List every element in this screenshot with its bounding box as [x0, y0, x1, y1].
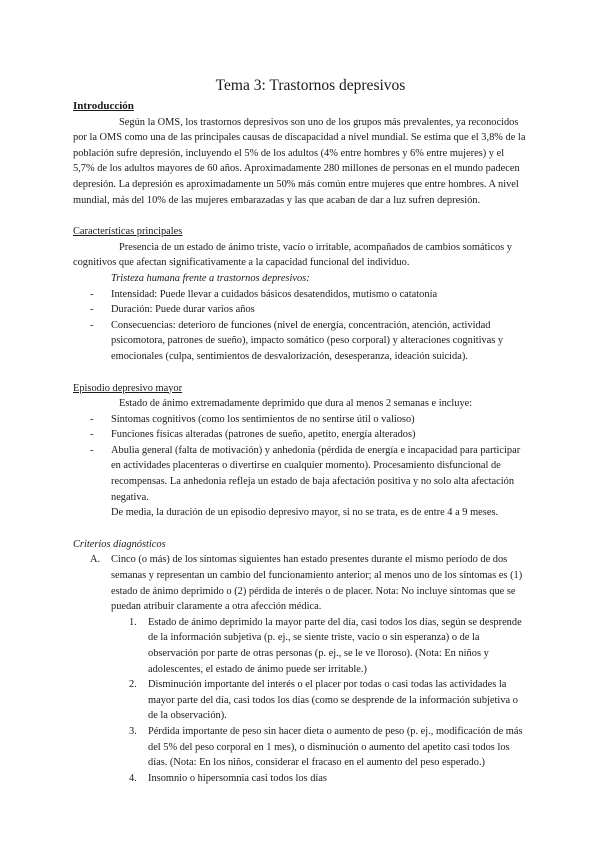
episodio-paragraph: Estado de ánimo extremadamente deprimido que dura al menos 2 semanas e incluye:	[119, 398, 473, 410]
episodio-duration: De media, la duración de un episodio depresivo mayor, si no se trata, es de entre 4 a 9 meses.	[111, 507, 499, 519]
numbered-item-marker: 1.	[129, 616, 137, 628]
list-item: - Síntomas cognitivos (como los sentimientos de no sentirse útil o valioso)	[73, 412, 528, 428]
numbered-item	[73, 771, 528, 787]
numbered-item	[73, 615, 528, 677]
intro-heading: Introducción	[73, 100, 134, 112]
numbered-item	[73, 724, 528, 771]
numbered-item	[73, 677, 528, 724]
numbered-item-marker: 3.	[129, 725, 137, 737]
list-item: - Abulia general (falta de motivación) y anhedonia (pérdida de energía e incapacidad para participar en actividades placenteras o divertirse en cualquier momento). Procesamiento disfuncional de recompensas. La anhedonia refleja un estado de baja afectación positiva y no solo alta afectación negativa.	[73, 443, 528, 505]
criterion-a-marker: A.	[90, 554, 101, 566]
page-title: Tema 3: Trastornos depresivos	[215, 77, 406, 94]
list-item: - Intensidad: Puede llevar a cuidados básicos desatendidos, mutismo o catatonía	[73, 287, 528, 303]
criterion-a	[73, 552, 528, 614]
numbered-item-text: Disminución importante del interés o el placer por todas o casi todas las actividades la mayor parte del día, casi todos los días (como se desprende de la información subjetiva o de la observación).	[148, 679, 518, 722]
criterion-a-text: Cinco (o más) de los síntomas siguientes han estado presentes durante el mismo período de dos semanas y representan un cambio del funcionamiento anterior; al menos uno de los síntomas es (1) estado de ánimo deprimido o (2) pérdida de interés o de placer. Nota: No incluye síntomas que se puedan atribuir claramente a otra afección médica.	[111, 554, 523, 613]
numbered-item-marker: 2.	[129, 679, 137, 691]
intro-paragraph: Según la OMS, los trastornos depresivos son uno de los grupos más prevalentes, ya reconocidos por la OMS como una de las principales causas de discapacidad a nivel mundial. Se estima que el 3,8% de la población sufre depresión, incluyendo el 5% de los adultos (4% entre hombres y 6% entre mujeres) y el 5,7% de los adultos mayores de 60 años. Aproximadamente 280 millones de personas en el mundo padecen depresión. La depresión es aproximadamente un 50% más común entre mujeres que entre hombres. A nivel mundial, más del 10% de las mujeres embarazadas y las que acaban de dar a luz sufren depresión.	[73, 116, 526, 206]
document-page	[73, 70, 528, 786]
caracteristicas-subheading: Tristeza humana frente a trastornos depresivos:	[111, 272, 310, 284]
numbered-item-marker: 4.	[129, 772, 137, 784]
criterios-heading: Criterios diagnósticos	[73, 538, 166, 550]
numbered-item-text: Pérdida importante de peso sin hacer dieta o aumento de peso (p. ej., modificación de más del 5% del peso corporal en 1 mes), o disminución o aumento del apetito casi todos los días. (Nota: En los niños, considerar el fracaso en el aumento del peso esperado.)	[148, 725, 523, 769]
caracteristicas-paragraph: Presencia de un estado de ánimo triste, vacío o irritable, acompañados de cambios somáticos y cognitivos que afectan significativamente a la capacidad funcional del individuo.	[73, 241, 512, 269]
caracteristicas-heading: Características principales	[73, 226, 183, 238]
list-item: - Consecuencias: deterioro de funciones (nivel de energía, concentración, atención, actividad psicomotora, patrones de sueño), impacto somático (peso corporal) y alteraciones cognitivas y emocionales (culpa, sentimientos de desvalorización, desesperanza, ideación suicida).	[73, 318, 528, 365]
list-item: - Funciones físicas alteradas (patrones de sueño, apetito, energía alterados)	[73, 427, 528, 443]
numbered-item-text: Estado de ánimo deprimido la mayor parte del día, casi todos los días, según se desprende de la información subjetiva (p. ej., se siente triste, vacío o sin esperanza) o de la observación por parte de otras personas (p. ej., se le ve lloroso). (Nota: En niños y adolescentes, el estado de ánimo puede ser irritable.)	[148, 616, 522, 675]
episodio-heading: Episodio depresivo mayor	[73, 382, 183, 394]
list-item: - Duración: Puede durar varios años	[73, 302, 528, 318]
numbered-item-text: Insomnio o hipersomnia casi todos los días	[148, 772, 327, 784]
